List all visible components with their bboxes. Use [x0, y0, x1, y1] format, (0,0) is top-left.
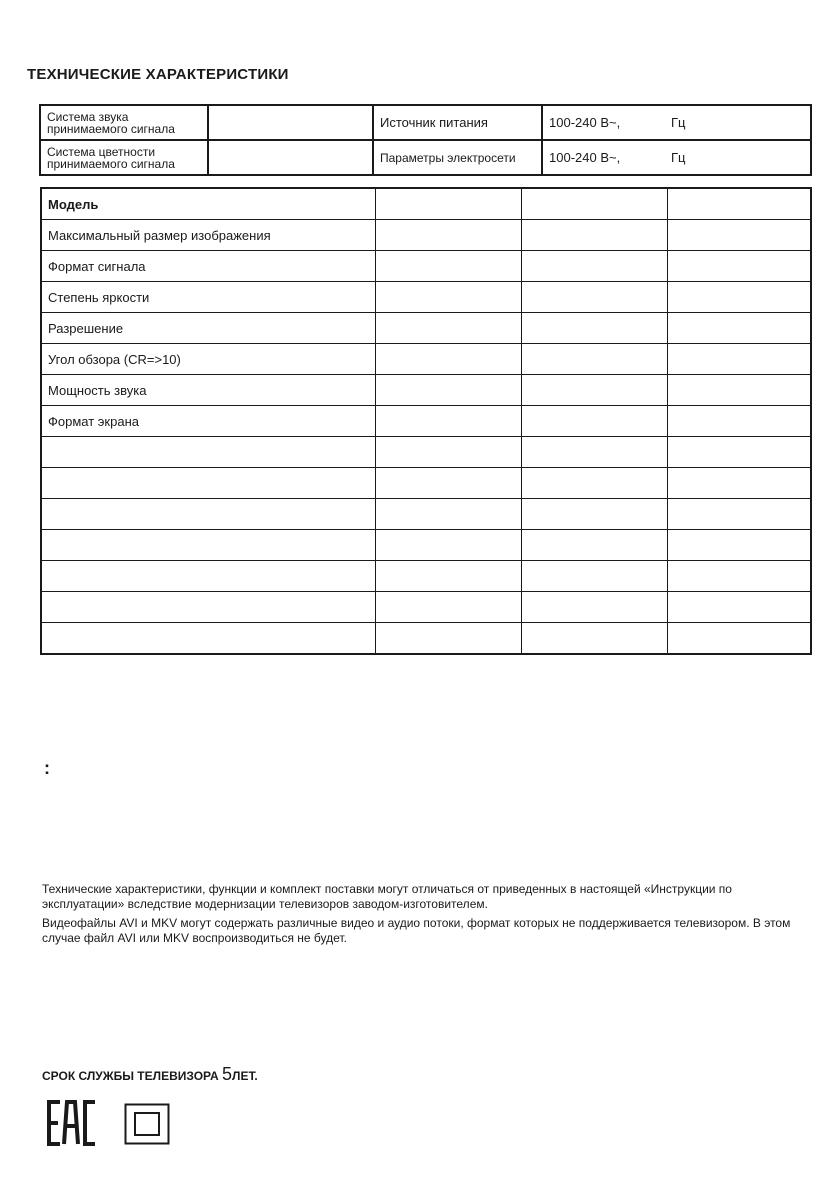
colon-mark: :	[44, 758, 50, 778]
spec-value-cell	[521, 251, 667, 282]
spec-value-cell	[667, 437, 811, 468]
spec-value-cell	[375, 220, 521, 251]
spec-label	[41, 499, 375, 530]
service-life-suffix: ЛЕТ.	[232, 1069, 258, 1083]
spec-value-cell	[521, 188, 667, 220]
spec-value-cell	[521, 592, 667, 623]
table-row	[41, 530, 811, 561]
spec-value-cell	[667, 406, 811, 437]
spec-label: Модель	[41, 188, 375, 220]
spec-value-cell	[521, 344, 667, 375]
spec-label	[41, 623, 375, 655]
spec-value-cell	[521, 530, 667, 561]
spec-label: Угол обзора (CR=>10)	[41, 344, 375, 375]
spec-value-cell	[667, 375, 811, 406]
eac-mark-icon	[46, 1100, 98, 1146]
spec-value-cell	[667, 188, 811, 220]
spec-value-cell	[667, 313, 811, 344]
spec-value-cell	[667, 251, 811, 282]
table-row	[41, 282, 811, 313]
sound-system-label: Система звука принимаемого сигнала	[40, 105, 208, 140]
table-row	[41, 220, 811, 251]
service-life-prefix: СРОК СЛУЖБЫ ТЕЛЕВИЗОРА	[42, 1069, 219, 1083]
spec-label: Формат экрана	[41, 406, 375, 437]
spec-value-cell	[521, 437, 667, 468]
color-system-label: Система цветности принимаемого сигнала	[40, 140, 208, 175]
spec-value-cell	[521, 499, 667, 530]
table-row	[41, 592, 811, 623]
spec-value-cell	[375, 375, 521, 406]
spec-value-cell	[375, 561, 521, 592]
power-source-freq: Гц	[665, 105, 811, 140]
spec-value-cell	[667, 468, 811, 499]
spec-value-cell	[521, 375, 667, 406]
spec-value-cell	[521, 468, 667, 499]
spec-table	[40, 187, 812, 655]
spec-value-cell	[375, 313, 521, 344]
mains-params-voltage: 100-240 В~,	[542, 140, 665, 175]
spec-label	[41, 561, 375, 592]
spec-value-cell	[375, 592, 521, 623]
spec-label	[41, 592, 375, 623]
spec-label: Степень яркости	[41, 282, 375, 313]
spec-value-cell	[375, 251, 521, 282]
service-life	[42, 1064, 258, 1085]
page-title: ТЕХНИЧЕСКИЕ ХАРАКТЕРИСТИКИ	[27, 66, 289, 83]
table-row	[41, 499, 811, 530]
spec-value-cell	[667, 592, 811, 623]
spec-value-cell	[667, 530, 811, 561]
table-row	[41, 437, 811, 468]
spec-value-cell	[521, 406, 667, 437]
table-row	[40, 105, 811, 140]
spec-value-cell	[667, 344, 811, 375]
spec-value-cell	[521, 561, 667, 592]
table-row	[41, 188, 811, 220]
table-row	[41, 561, 811, 592]
spec-value-cell	[375, 623, 521, 655]
spec-value-cell	[667, 282, 811, 313]
table-row	[41, 406, 811, 437]
color-system-value	[208, 140, 373, 175]
table-row	[41, 623, 811, 655]
spec-value-cell	[667, 561, 811, 592]
mains-params-label: Параметры электросети	[373, 140, 542, 175]
spec-value-cell	[667, 220, 811, 251]
spec-value-cell	[521, 282, 667, 313]
spec-value-cell	[375, 406, 521, 437]
power-source-label: Источник питания	[373, 105, 542, 140]
spec-value-cell	[375, 437, 521, 468]
spec-value-cell	[667, 623, 811, 655]
table-row	[41, 375, 811, 406]
spec-value-cell	[375, 282, 521, 313]
double-insulation-icon	[124, 1103, 170, 1145]
spec-label: Разрешение	[41, 313, 375, 344]
power-source-voltage: 100-240 В~,	[542, 105, 665, 140]
sound-system-value	[208, 105, 373, 140]
spec-value-cell	[375, 499, 521, 530]
table-row	[41, 344, 811, 375]
notes-block	[42, 882, 802, 950]
table-row	[41, 251, 811, 282]
spec-value-cell	[521, 220, 667, 251]
spec-value-cell	[375, 530, 521, 561]
spec-value-cell	[667, 499, 811, 530]
spec-label: Максимальный размер изображения	[41, 220, 375, 251]
spec-label	[41, 530, 375, 561]
spec-label: Формат сигнала	[41, 251, 375, 282]
spec-value-cell	[375, 188, 521, 220]
table-row	[41, 313, 811, 344]
spec-value-cell	[521, 623, 667, 655]
spec-value-cell	[375, 344, 521, 375]
spec-label	[41, 468, 375, 499]
spec-label: Мощность звука	[41, 375, 375, 406]
power-signal-table	[39, 104, 812, 176]
table-row	[40, 140, 811, 175]
spec-value-cell	[521, 313, 667, 344]
spec-value-cell	[375, 468, 521, 499]
table-row	[41, 468, 811, 499]
note-paragraph: Технические характеристики, функции и комплект поставки могут отличаться от приведенных в настоящей «Инструкции по эксплуатации» вследствие модернизации телевизоров заводом-изготовителем.	[42, 882, 732, 911]
note-paragraph: Видеофайлы AVI и MKV могут содержать различные видео и аудио потоки, формат которых не поддерживается телевизором. В этом случае файл AVI или MKV воспроизводиться не будет.	[42, 916, 791, 945]
mains-params-freq: Гц	[665, 140, 811, 175]
service-life-years: 5	[222, 1064, 233, 1084]
spec-label	[41, 437, 375, 468]
